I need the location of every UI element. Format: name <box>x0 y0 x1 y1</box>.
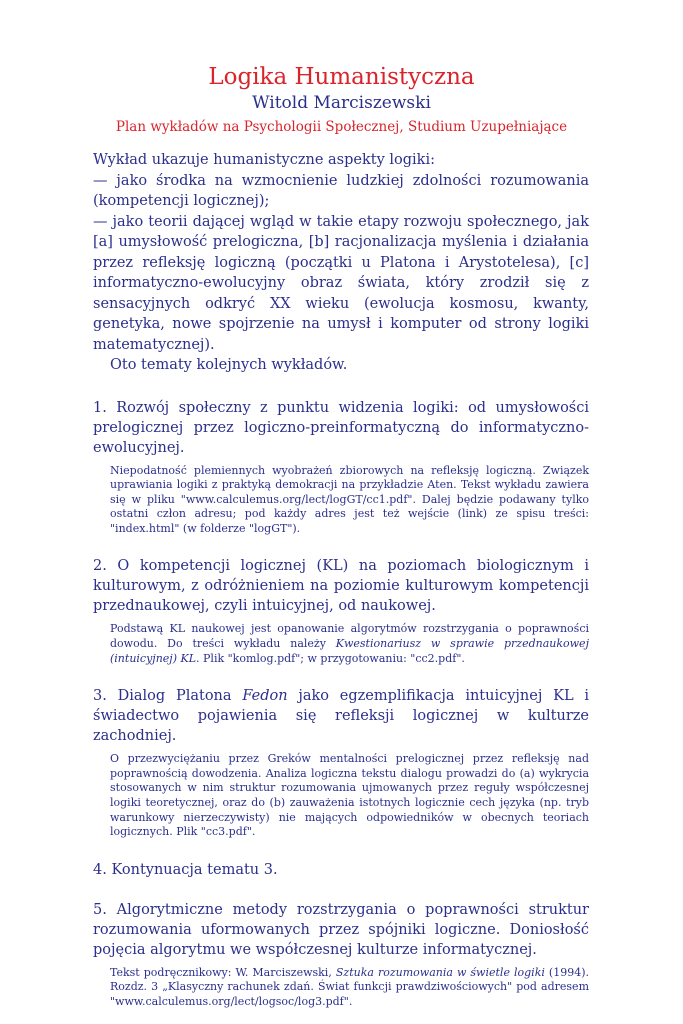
intro-line: — jako teorii dającej wgląd w takie etapy rozwoju społecznego, jak [a] umysłowość prelogiczna, [b] racjonalizacja myślenia i działania przez refleksję logiczną (początki u Platona i Arystotelesa), [c] informatyczno-ewolucyjny obraz świata, który zrodził się z sensacyjnych odkryć XX wieku (ewolucja kosmosu, kwanty, genetyka, nowe spojrzenie na umysł i komputer od strony logiki matematycznej). <box>93 213 589 353</box>
topic-section <box>93 860 589 880</box>
author-name: Witold Marciszewski <box>252 93 431 113</box>
document-subtitle: Plan wykładów na Psychologii Społecznej, Studium Uzupełniające <box>115 119 568 135</box>
topic-note: Niepodatność plemiennych wyobrażeń zbiorowych na refleksję logiczną. Związek uprawiania logiki z praktyką demokracji na przykładzie Aten. Tekst wykładu zawiera się w pliku "www.calculemus.org/lect/logGT/cc1.pdf". Dalej będzie podawany tylko ostatni człon adresu; pod każdy adres jest też wejście (link) ze spisu treści: "index.html" (w folderze "logGT"). <box>110 463 589 535</box>
topic-title: 1. Rozwój społeczny z punktu widzenia logiki: od umysłowości prelogicznej przez logiczno-preinformatyczną do informatyczno-ewolucyjnej. <box>93 399 589 456</box>
document-body <box>93 150 589 1010</box>
topic-note <box>110 622 589 666</box>
topic-section <box>93 556 589 666</box>
topic-section <box>93 686 589 840</box>
intro-line: Wykład ukazuje humanistyczne aspekty logiki: <box>93 152 435 168</box>
topic-note <box>110 966 589 1010</box>
note-italic-title: Kwestionariusz w sprawie przednaukowej (intuicyjnej) KL <box>110 637 589 665</box>
topic-title-italic: Fedon <box>242 688 288 705</box>
note-text: Podstawą KL naukowej jest opanowanie algorytmów rozstrzygania o poprawności dowodu. Do treści wykładu należy <box>110 622 589 651</box>
topic-title-text: jako egzemplifikacja intuicyjnej KL i świadectwo pojawienia się refleksji logicznej w kulturze zachodniej. <box>93 688 589 745</box>
topic-section <box>93 398 589 537</box>
note-text: (1994). Rozdz. 3 „Klasyczny rachunek zdań. Świat funkcji prawdziwościowych" pod adresem "www.calculemus.org/lect/logsoc/log3.pdf". <box>110 965 589 1008</box>
note-text: . Plik "komlog.pdf"; w przygotowaniu: "cc2.pdf". <box>196 651 465 665</box>
topic-title: 4. Kontynuacja tematu 3. <box>93 861 278 878</box>
document-title: Logika Humanistyczna <box>208 64 475 90</box>
intro-line: Oto tematy kolejnych wykładów. <box>110 357 348 373</box>
intro-paragraph <box>93 150 589 376</box>
topic-section <box>93 900 589 1010</box>
note-text: Tekst podręcznikowy: W. Marciszewski, <box>110 965 336 979</box>
topic-title: 2. O kompetencji logicznej (KL) na poziomach biologicznym i kulturowym, z odróżnieniem na poziomie kulturowym kompetencji przednaukowej, czyli intuicyjnej, od naukowej. <box>93 558 589 615</box>
topic-note: O przezwyciężaniu przez Greków mentalności prelogicznej przez refleksję nad poprawnością dowodzenia. Analiza logiczna tekstu dialogu prowadzi do (a) wykrycia stosowanych w nim struktur rozumowania ujmowanych przez reguły współczesnej logiki teoretycznej, oraz do (b) zauważenia istotnych logicznie cech języka (np. tryb warunkowy nierzeczywisty) nie mających odpowiedników w obecnych teoriach logicznych. Plik "cc3.pdf". <box>110 752 589 839</box>
document-header <box>0 63 683 136</box>
intro-line: — jako środka na wzmocnienie ludzkiej zdolności rozumowania (kompetencji logicznej); <box>93 172 589 209</box>
note-italic-title: Sztuka rozumowania w świetle logiki <box>335 965 545 979</box>
topic-title: 5. Algorytmiczne metody rozstrzygania o poprawności struktur rozumowania uformowanych przez spójniki logiczne. Doniosłość pojęcia algorytmu we współczesnej kulturze informatycznej. <box>93 901 589 958</box>
topic-title-text: 3. Dialog Platona <box>93 688 243 705</box>
topic-title <box>93 686 589 746</box>
